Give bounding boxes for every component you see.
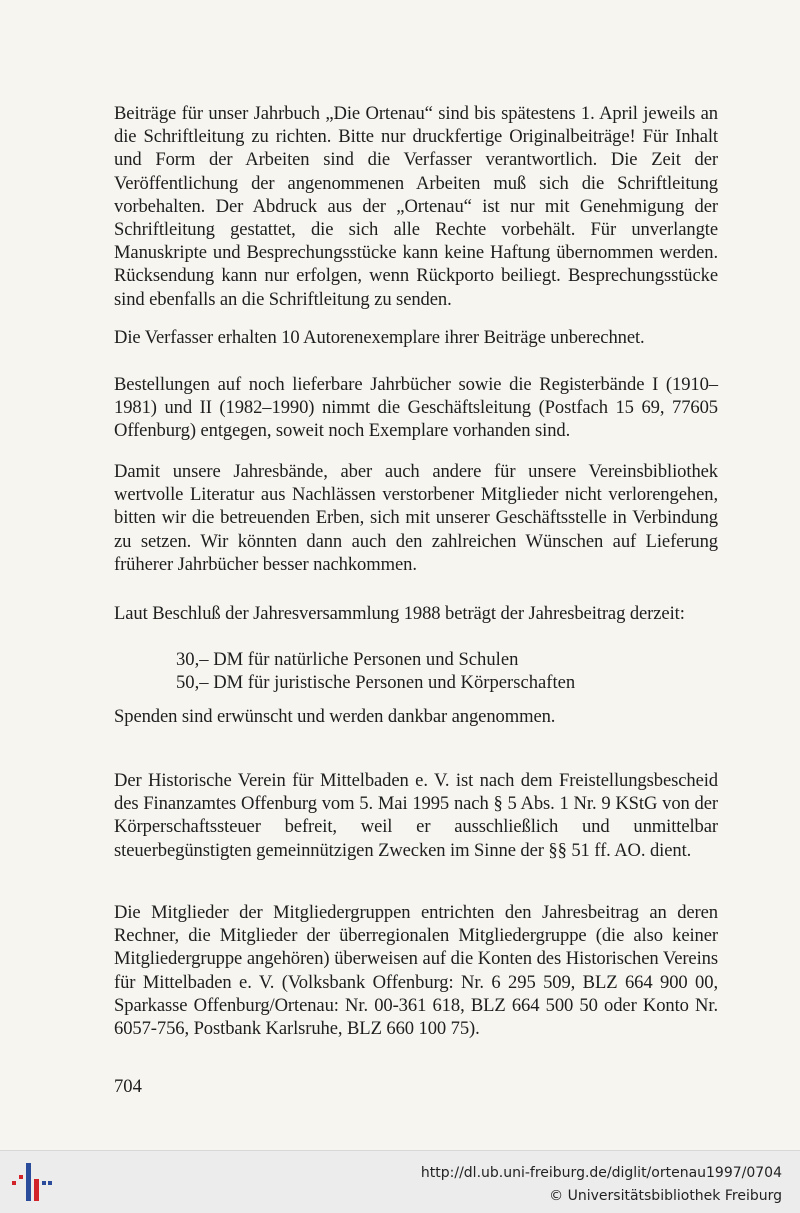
fee-line-natural-persons: 30,– DM für natürliche Personen und Schulen bbox=[176, 649, 519, 670]
text-block-2 bbox=[114, 326, 718, 349]
ub-freiburg-logo-icon[interactable] bbox=[8, 1159, 54, 1205]
paragraph-library-estates: Damit unsere Jahresbände, aber auch andere für unsere Vereinsbibliothek wertvolle Literatur aus Nachlässen verstorbener Mitglieder nicht verlorengehen, bitten wir die betreuenden Erben, sich mit unserer Geschäftsstelle in Verbindung zu setzen. Wir könnten dann auch den zahlreichen Wünschen auf Lieferung früherer Jahrbücher besser nachkommen. bbox=[114, 461, 718, 575]
paragraph-membership-fee: Laut Beschluß der Jahresversammlung 1988 beträgt der Jahresbeitrag derzeit: bbox=[114, 603, 685, 624]
text-block-4 bbox=[114, 460, 718, 576]
paragraph-donations: Spenden sind erwünscht und werden dankbar angenommen. bbox=[114, 706, 556, 727]
document-url-link[interactable]: http://dl.ub.uni-freiburg.de/diglit/ortenau1997/0704 bbox=[420, 1165, 782, 1181]
paragraph-orders: Bestellungen auf noch lieferbare Jahrbücher sowie die Registerbände I (1910–1981) und II (1982–1990) nimmt die Geschäftsleitung (Postfach 15 69, 77605 Offenburg) entgegen, soweit noch Exemplare vorhanden sind. bbox=[114, 374, 718, 442]
text-block-8 bbox=[114, 901, 718, 1040]
paragraph-tax-exemption: Der Historische Verein für Mittelbaden e. V. ist nach dem Freistellungsbescheid des Finanzamtes Offenburg vom 5. Mai 1995 nach § 5 Abs. 1 Nr. 9 KStG von der Körperschaftssteuer befreit, weil er ausschließlich und unmittelbar steuerbegünstigten gemeinnützigen Zwecken im Sinne der §§ 51 ff. AO. dient. bbox=[114, 770, 718, 861]
paragraph-bank-accounts: Die Mitglieder der Mitgliedergruppen entrichten den Jahresbeitrag an deren Rechner, die Mitglieder der überregionalen Mitgliedergruppe (die also keiner Mitgliedergruppe angehören) überweisen auf die Konten des Historischen Vereins für Mittelbaden e. V. (Volksbank Offenburg: Nr. 6 295 509, BLZ 664 900 00, Sparkasse Offenburg/Ortenau: Nr. 00-361 618, BLZ 664 500 50 oder Konto Nr. 6057-756, Postbank Karlsruhe, BLZ 660 100 75). bbox=[114, 902, 718, 1040]
viewer-footer bbox=[0, 1150, 800, 1213]
text-block-7 bbox=[114, 769, 718, 862]
text-block-3 bbox=[114, 373, 718, 443]
paragraph-author-copies: Die Verfasser erhalten 10 Autorenexemplare ihrer Beiträge unberechnet. bbox=[114, 327, 645, 348]
text-block-1 bbox=[114, 102, 718, 311]
fee-line-legal-persons: 50,– DM für juristische Personen und Körperschaften bbox=[176, 672, 576, 693]
copyright-notice: © Universitätsbibliothek Freiburg bbox=[549, 1188, 782, 1204]
paragraph-submission-rules: Beiträge für unser Jahrbuch „Die Ortenau“ sind bis spätestens 1. April jeweils an die Schriftleitung zu richten. Bitte nur druckfertige Originalbeiträge! Für Inhalt und Form der Arbeiten sind die Verfasser verantwortlich. Die Zeit der Veröffentlichung der angenommenen Arbeiten muß sich die Schriftleitung vorbehalten. Der Abdruck aus der „Ortenau“ ist nur mit Genehmigung der Schriftleitung gestattet, die sich alle Rechte vorbehält. Für unverlangte Manuskripte und Besprechungsstücke kann keine Haftung übernommen werden. Rücksendung kann nur erfolgen, wenn Rückporto beiliegt. Besprechungsstücke sind ebenfalls an die Schriftleitung zu senden. bbox=[114, 103, 718, 310]
text-block-6 bbox=[114, 705, 718, 728]
text-block-5 bbox=[114, 602, 718, 625]
page-number: 704 bbox=[114, 1076, 142, 1097]
